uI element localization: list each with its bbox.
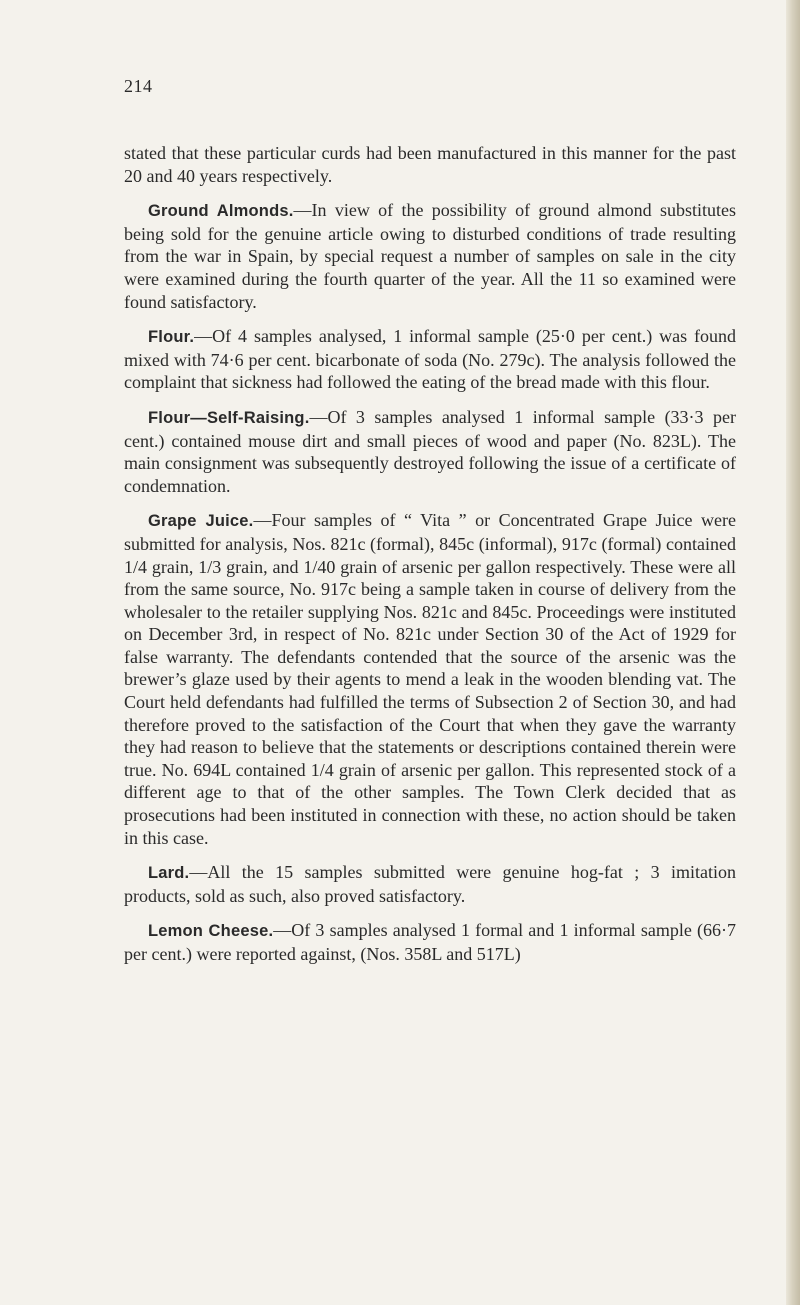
paragraph-grape-juice [124, 509, 736, 849]
paragraph-ground-almonds [124, 199, 736, 313]
paragraph-lemon-cheese [124, 919, 736, 965]
section-heading: Grape Juice. [148, 512, 254, 531]
paragraph-continuation [124, 142, 736, 187]
paragraph-text: —In view of the possibility of ground almond substitutes being sold for the genuine article owing to disturbed conditions of trade resulting from the war in Spain, by special request a number of samples on sale in the city were examined during the fourth quarter of the year. All the 11 so examined were found satisfactory. [124, 200, 736, 312]
section-heading: Lemon Cheese. [148, 922, 274, 941]
paragraph-text: —Of 3 samples analysed 1 formal and 1 informal sample (66·7 per cent.) were reported against, (Nos. 358L and 517L) [124, 920, 736, 964]
body-text [124, 142, 736, 978]
paragraph-text: —Four samples of “ Vita ” or Concentrated Grape Juice were submitted for analysis, Nos. 821c (formal), 845c (informal), 917c (formal) contained 1/4 grain, 1/3 grain, and 1/40 grain of arsenic per gallon respectively. These were all from the same source, No. 917c being a sample taken in course of delivery from the wholesaler to the retailer supplying Nos. 821c and 845c. Proceedings were instituted on December 3rd, in respect of No. 821c under Section 30 of the Act of 1929 for false warranty. The defendants contended that the source of the arsenic was the brewer’s glaze used by their agents to mend a leak in the wooden blending vat. The Court held defendants had fulfilled the terms of Subsection 2 of Section 30, and had therefore proved to the satisfaction of the Court that when they gave the warranty they had reason to believe that the statements or descriptions contained therein were true. No. 694L contained 1/4 grain of arsenic per gallon. This represented stock of a different age to that of the other samples. The Town Clerk decided that as prosecutions had been instituted in connection with these, no action should be taken in this case. [124, 510, 737, 848]
page-edge-shadow [786, 0, 800, 1305]
section-heading: Flour. [148, 328, 195, 347]
paragraph-flour-self-raising [124, 406, 736, 497]
paragraph-text: —Of 3 samples analysed 1 informal sample (33·3 per cent.) contained mouse dirt and small pieces of wood and paper (No. 823L). The main consignment was subsequently destroyed following the issue of a certificate of condemnation. [124, 406, 736, 496]
paragraph-lard [124, 861, 736, 907]
paragraph-text: —All the 15 samples submitted were genuine hog-fat ; 3 imitation products, sold as such, also proved satisfactory. [124, 862, 736, 906]
section-heading: Ground Almonds. [148, 202, 294, 221]
paragraph-text: —Of 4 samples analysed, 1 informal sample (25·0 per cent.) was found mixed with 74·6 per cent. bicarbonate of soda (No. 279c). The analysis followed the complaint that sickness had followed the eating of the bread made with this flour. [124, 326, 736, 393]
paragraph-flour [124, 325, 736, 394]
page-number: 214 [124, 76, 153, 96]
paragraph-text: stated that these particular curds had been manufactured in this manner for the past 20 and 40 years respectively. [124, 143, 736, 186]
section-heading: Lard. [148, 864, 190, 883]
section-heading: Flour—Self-Raising. [148, 408, 310, 427]
